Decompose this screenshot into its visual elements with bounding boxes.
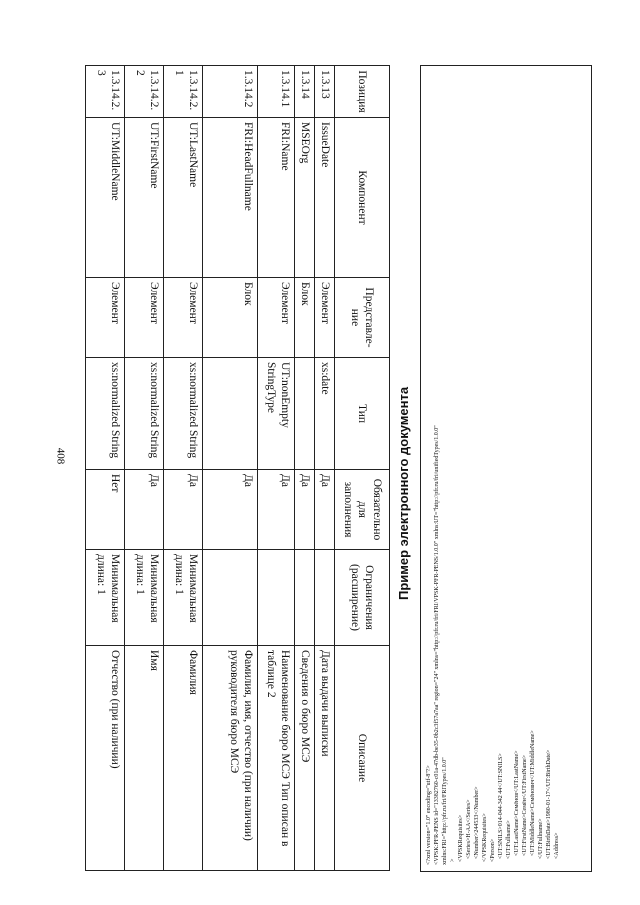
cell-component: FRI:Name (258, 118, 295, 278)
cell-component: MSEOrg (295, 118, 315, 278)
cell-limits (258, 550, 295, 646)
header-component: Компонент (335, 118, 390, 278)
cell-type (295, 358, 315, 470)
cell-required: Да (164, 470, 203, 550)
header-description: Описание (335, 646, 390, 871)
table-row (258, 66, 295, 871)
cell-position: 1.3.14.2.1 (164, 66, 203, 118)
header-type: Тип (335, 358, 390, 470)
table-wrapper (85, 65, 390, 870)
cell-description: Сведения о бюро МСЭ (295, 646, 315, 871)
table-row (86, 66, 125, 871)
cell-position: 1.3.14.2.2 (125, 66, 164, 118)
section-title: Пример электронного документа (396, 386, 411, 600)
cell-position: 1.3.14.2 (202, 66, 257, 118)
header-representation: Представле-ние (335, 278, 390, 358)
table-row (315, 66, 335, 871)
cell-representation: Элемент (315, 278, 335, 358)
cell-type: UT:nonEmpty StringType (258, 358, 295, 470)
cell-required: Нет (86, 470, 125, 550)
table-row (164, 66, 203, 871)
cell-representation: Элемент (258, 278, 295, 358)
cell-component: FRI:HeadFullname (202, 118, 257, 278)
cell-component: UT:LastName (164, 118, 203, 278)
xml-example-box (420, 65, 592, 872)
cell-representation: Блок (202, 278, 257, 358)
cell-limits (315, 550, 335, 646)
cell-component: UT:FirstName (125, 118, 164, 278)
cell-description: Наименование бюро МСЭ Тип описан в таблице 2 (258, 646, 295, 871)
table-row (125, 66, 164, 871)
cell-required: Да (202, 470, 257, 550)
cell-description: Отчество (при наличии) (86, 646, 125, 871)
cell-description: Дата выдачи выписки (315, 646, 335, 871)
header-required: Обязательно для заполнения (335, 470, 390, 550)
table-row (295, 66, 315, 871)
cell-position: 1.3.13 (315, 66, 335, 118)
xml-example-text: <?xml version="1.0" encoding="utf-8"?> <VPSK:PFR-PENS id="13382760-c01a-47db-be35-0b2c3f57a7aa" region="24" xmlns="http://pfr.ru/fri/FRI/VPSK-PFR-PENS/1.0.0" xmlns:UT="http://pfr.ru/fri/unifiedTypes/1.0.0" xmlns:FRI="http://pfr.ru/fri/FRITypes/1.0.0" > <VPSKRequisites> <Series>Н-АА</Series> <Number>244533</Number> </VPSKRequisites> <Person> <UT:SNILS>014-044-342 44</UT:SNILS> <UT:Fullname> <UT:LastName>Семёнов</UT:LastName> <UT:FirstName>Семён</UT:FirstName> <UT:MiddleName>Семёнович</UT:MiddleName> </UT:Fullname> <UT:BirthDate>1980-01-17</UT:BirthDate> <Address> (426, 425, 560, 865)
cell-limits (202, 550, 257, 646)
cell-required: Да (295, 470, 315, 550)
cell-representation: Элемент (125, 278, 164, 358)
cell-position: 1.3.14 (295, 66, 315, 118)
page-number: 408 (54, 447, 67, 465)
cell-type (202, 358, 257, 470)
cell-representation: Элемент (164, 278, 203, 358)
cell-limits: Минимальная длина: 1 (164, 550, 203, 646)
header-position: Позиция (335, 66, 390, 118)
cell-required: Да (125, 470, 164, 550)
cell-type: xs:normalized String (125, 358, 164, 470)
cell-position: 1.3.14.2.3 (86, 66, 125, 118)
cell-component: UT:MiddleName (86, 118, 125, 278)
cell-type: xs:normalized String (164, 358, 203, 470)
cell-type: xs:normalized String (86, 358, 125, 470)
cell-representation: Элемент (86, 278, 125, 358)
cell-limits (295, 550, 315, 646)
cell-position: 1.3.14.1 (258, 66, 295, 118)
cell-required: Да (315, 470, 335, 550)
cell-limits: Минимальная длина: 1 (125, 550, 164, 646)
cell-description: Фамилия (164, 646, 203, 871)
cell-description: Имя (125, 646, 164, 871)
cell-required: Да (258, 470, 295, 550)
header-limits: Ограничения (расширение) (335, 550, 390, 646)
cell-limits: Минимальная длина: 1 (86, 550, 125, 646)
cell-component: IssueDate (315, 118, 335, 278)
table-header-row (335, 66, 390, 871)
cell-type: xs:date (315, 358, 335, 470)
cell-description: Фамилия, имя, отчество (при наличии) руководителя бюро МСЭ (202, 646, 257, 871)
table-row (202, 66, 257, 871)
spec-table (85, 65, 390, 871)
cell-representation: Блок (295, 278, 315, 358)
